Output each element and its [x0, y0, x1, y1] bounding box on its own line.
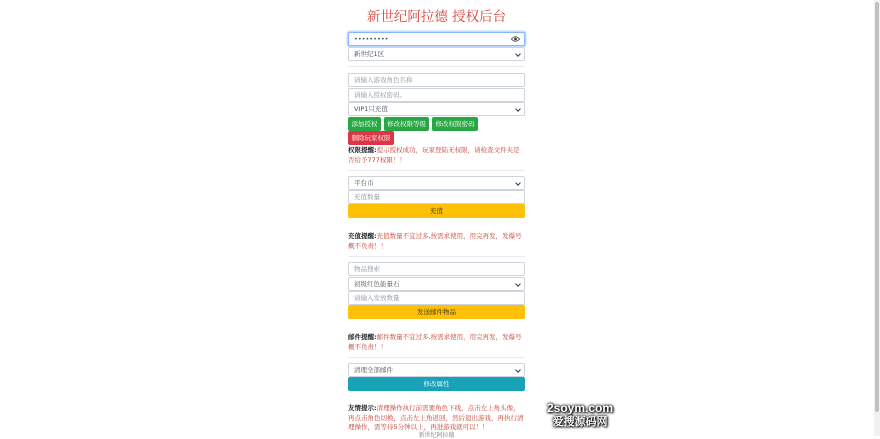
- modify-level-button[interactable]: 修改权限等级: [384, 117, 429, 131]
- server-select[interactable]: [348, 47, 525, 61]
- cleanup-tip: [348, 404, 525, 433]
- recharge-amount-input[interactable]: 充值数量: [348, 190, 525, 204]
- divider: [348, 256, 525, 257]
- add-auth-button[interactable]: 添加授权: [348, 117, 381, 131]
- cleanup-select-value: 清理全部邮件: [354, 366, 393, 374]
- role-name-input[interactable]: 请输入游戏角色名称: [348, 73, 525, 87]
- modify-attributes-button[interactable]: 修改属性: [348, 377, 525, 391]
- modify-password-button[interactable]: 修改权限密码: [432, 117, 478, 131]
- page-scrollbar[interactable]: [874, 0, 880, 436]
- recharge-tip-text: 充值数量不宜过多,按需求使用，用完再发，发爆号概不负责！！: [348, 232, 522, 250]
- recharge-tip-label: 充值提醒:: [348, 232, 377, 240]
- currency-select-value: 平台币: [354, 179, 374, 187]
- auth-password-input[interactable]: 请输入授权密码。: [348, 88, 525, 102]
- cleanup-tip-label: 友情提示:: [348, 404, 377, 412]
- item-select[interactable]: [348, 277, 525, 291]
- footer-text: 新世纪阿拉德: [418, 432, 455, 439]
- cleanup-tip-text: 清理操作执行前需要角色下线，点击左上角头像，再点击角色切换，点击左上角返回，然后退出游戏，再执行清理操作，需等待5分钟以上，再进游戏就可以！！: [348, 404, 524, 431]
- password-value: •••••••••: [354, 35, 389, 43]
- auth-tip-label: 权限提醒:: [348, 146, 377, 154]
- divider: [348, 170, 525, 171]
- watermark-line1: 2soym.com: [546, 401, 614, 415]
- watermark: [530, 401, 630, 429]
- delete-auth-button[interactable]: 删除玩家权限: [348, 131, 394, 145]
- divider: [348, 357, 525, 358]
- mail-tip-label: 邮件提醒:: [348, 333, 377, 341]
- auth-tip: [348, 146, 525, 165]
- password-input[interactable]: [348, 32, 525, 46]
- server-select-value: 新世纪1区: [354, 50, 385, 58]
- auth-tip-text: 提示授权成功，玩家登陆无权限，请检查文件夹是否给予777权限！！: [348, 146, 520, 164]
- cleanup-select[interactable]: [348, 363, 525, 377]
- recharge-tip: [348, 232, 525, 251]
- recharge-button[interactable]: 充值: [348, 204, 525, 218]
- mail-tip: [348, 333, 525, 352]
- currency-select[interactable]: [348, 176, 525, 190]
- eye-icon[interactable]: [511, 35, 520, 43]
- mail-tip-text: 邮件数量不宜过多,按需求使用，用完再发，发爆号概不负责！！: [348, 333, 522, 351]
- scrollbar-thumb[interactable]: [875, 2, 879, 412]
- item-quantity-input[interactable]: 请输入发放数量: [348, 291, 525, 305]
- watermark-line2: 爱搜源码网: [552, 416, 608, 428]
- item-select-value: 初级红色能量石: [354, 280, 400, 288]
- vip-level-select[interactable]: [348, 102, 525, 116]
- page-title: 新世纪阿拉德 授权后台: [366, 9, 507, 25]
- send-mail-button[interactable]: 发送邮件物品: [348, 305, 525, 319]
- vip-level-value: VIP1只充值: [354, 105, 388, 113]
- divider: [348, 66, 525, 67]
- item-search-input[interactable]: 物品搜索: [348, 262, 525, 276]
